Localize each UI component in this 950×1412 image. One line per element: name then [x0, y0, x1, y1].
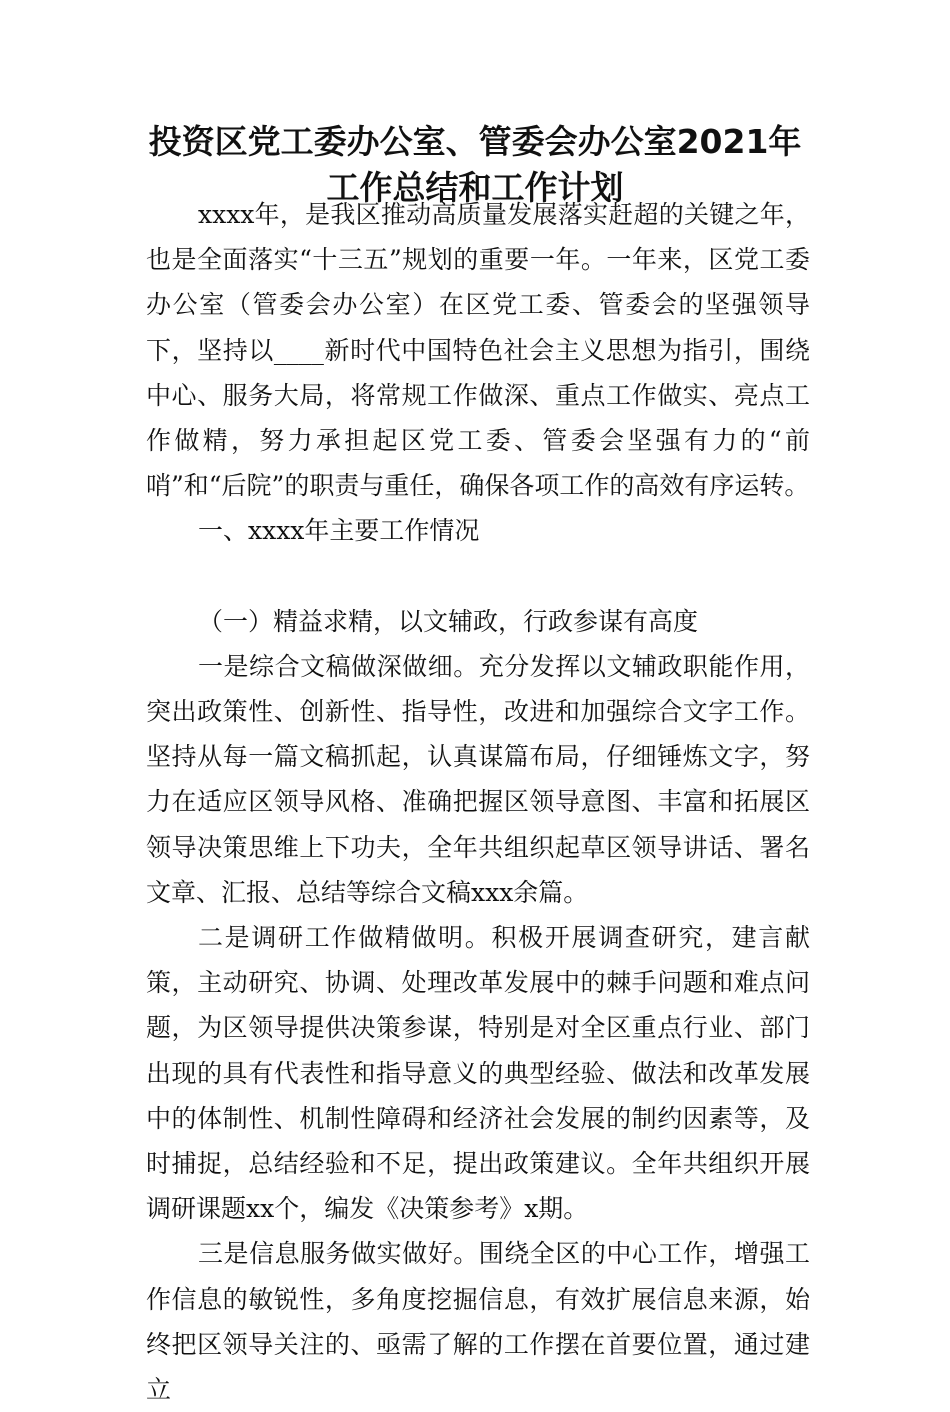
body-paragraph-2: 二是调研工作做精做明。积极开展调查研究，建言献策，主动研究、协调、处理改革发展中的棘手问题和难点问题，为区领导提供决策参谋，特别是对全区重点行业、部门出现的具有代表性和指导意义的典型经验、做法和改革发展中的体制性、机制性障碍和经济社会发展的制约因素等，及时捕捉，总结经验和不足，提出政策建议。全年共组织开展调研课题xx个，编发《决策参考》x期。 [146, 923, 810, 1224]
subsection-heading: （一）精益求精，以文辅政，行政参谋有高度 [198, 606, 699, 636]
document-body [146, 192, 810, 1412]
body-paragraph-1: 一是综合文稿做深做细。充分发挥以文辅政职能作用，突出政策性、创新性、指导性，改进和加强综合文字工作。坚持从每一篇文稿抓起，认真谋篇布局，仔细锤炼文字，努力在适应区领导风格、准确把握区领导意图、丰富和拓展区领导决策思维上下功夫，全年共组织起草区领导讲话、署名文章、汇报、总结等综合文稿xxx余篇。 [146, 651, 810, 907]
body-paragraph-3: 三是信息服务做实做好。围绕全区的中心工作，增强工作信息的敏锐性，多角度挖掘信息，有效扩展信息来源，始终把区领导关注的、亟需了解的工作摆在首要位置，通过建立 [146, 1239, 810, 1405]
intro-paragraph: xxxx年，是我区推动高质量发展落实赶超的关键之年，也是全面落实“十三五”规划的重要一年。一年来，区党工委办公室（管委会办公室）在区党工委、管委会的坚强领导下，坚持以____新时代中国特色社会主义思想为指引，围绕中心、服务大局，将常规工作做深、重点工作做实、亮点工作做精，努力承担起区党工委、管委会坚强有力的“前哨”和“后院”的职责与重任，确保各项工作的高效有序运转。 [146, 200, 810, 501]
document-title-line-1: 投资区党工委办公室、管委会办公室2021年 [148, 122, 802, 161]
document-title-line-2: 工作总结和工作计划 [326, 168, 624, 207]
section-heading: 一、xxxx年主要工作情况 [198, 516, 480, 546]
